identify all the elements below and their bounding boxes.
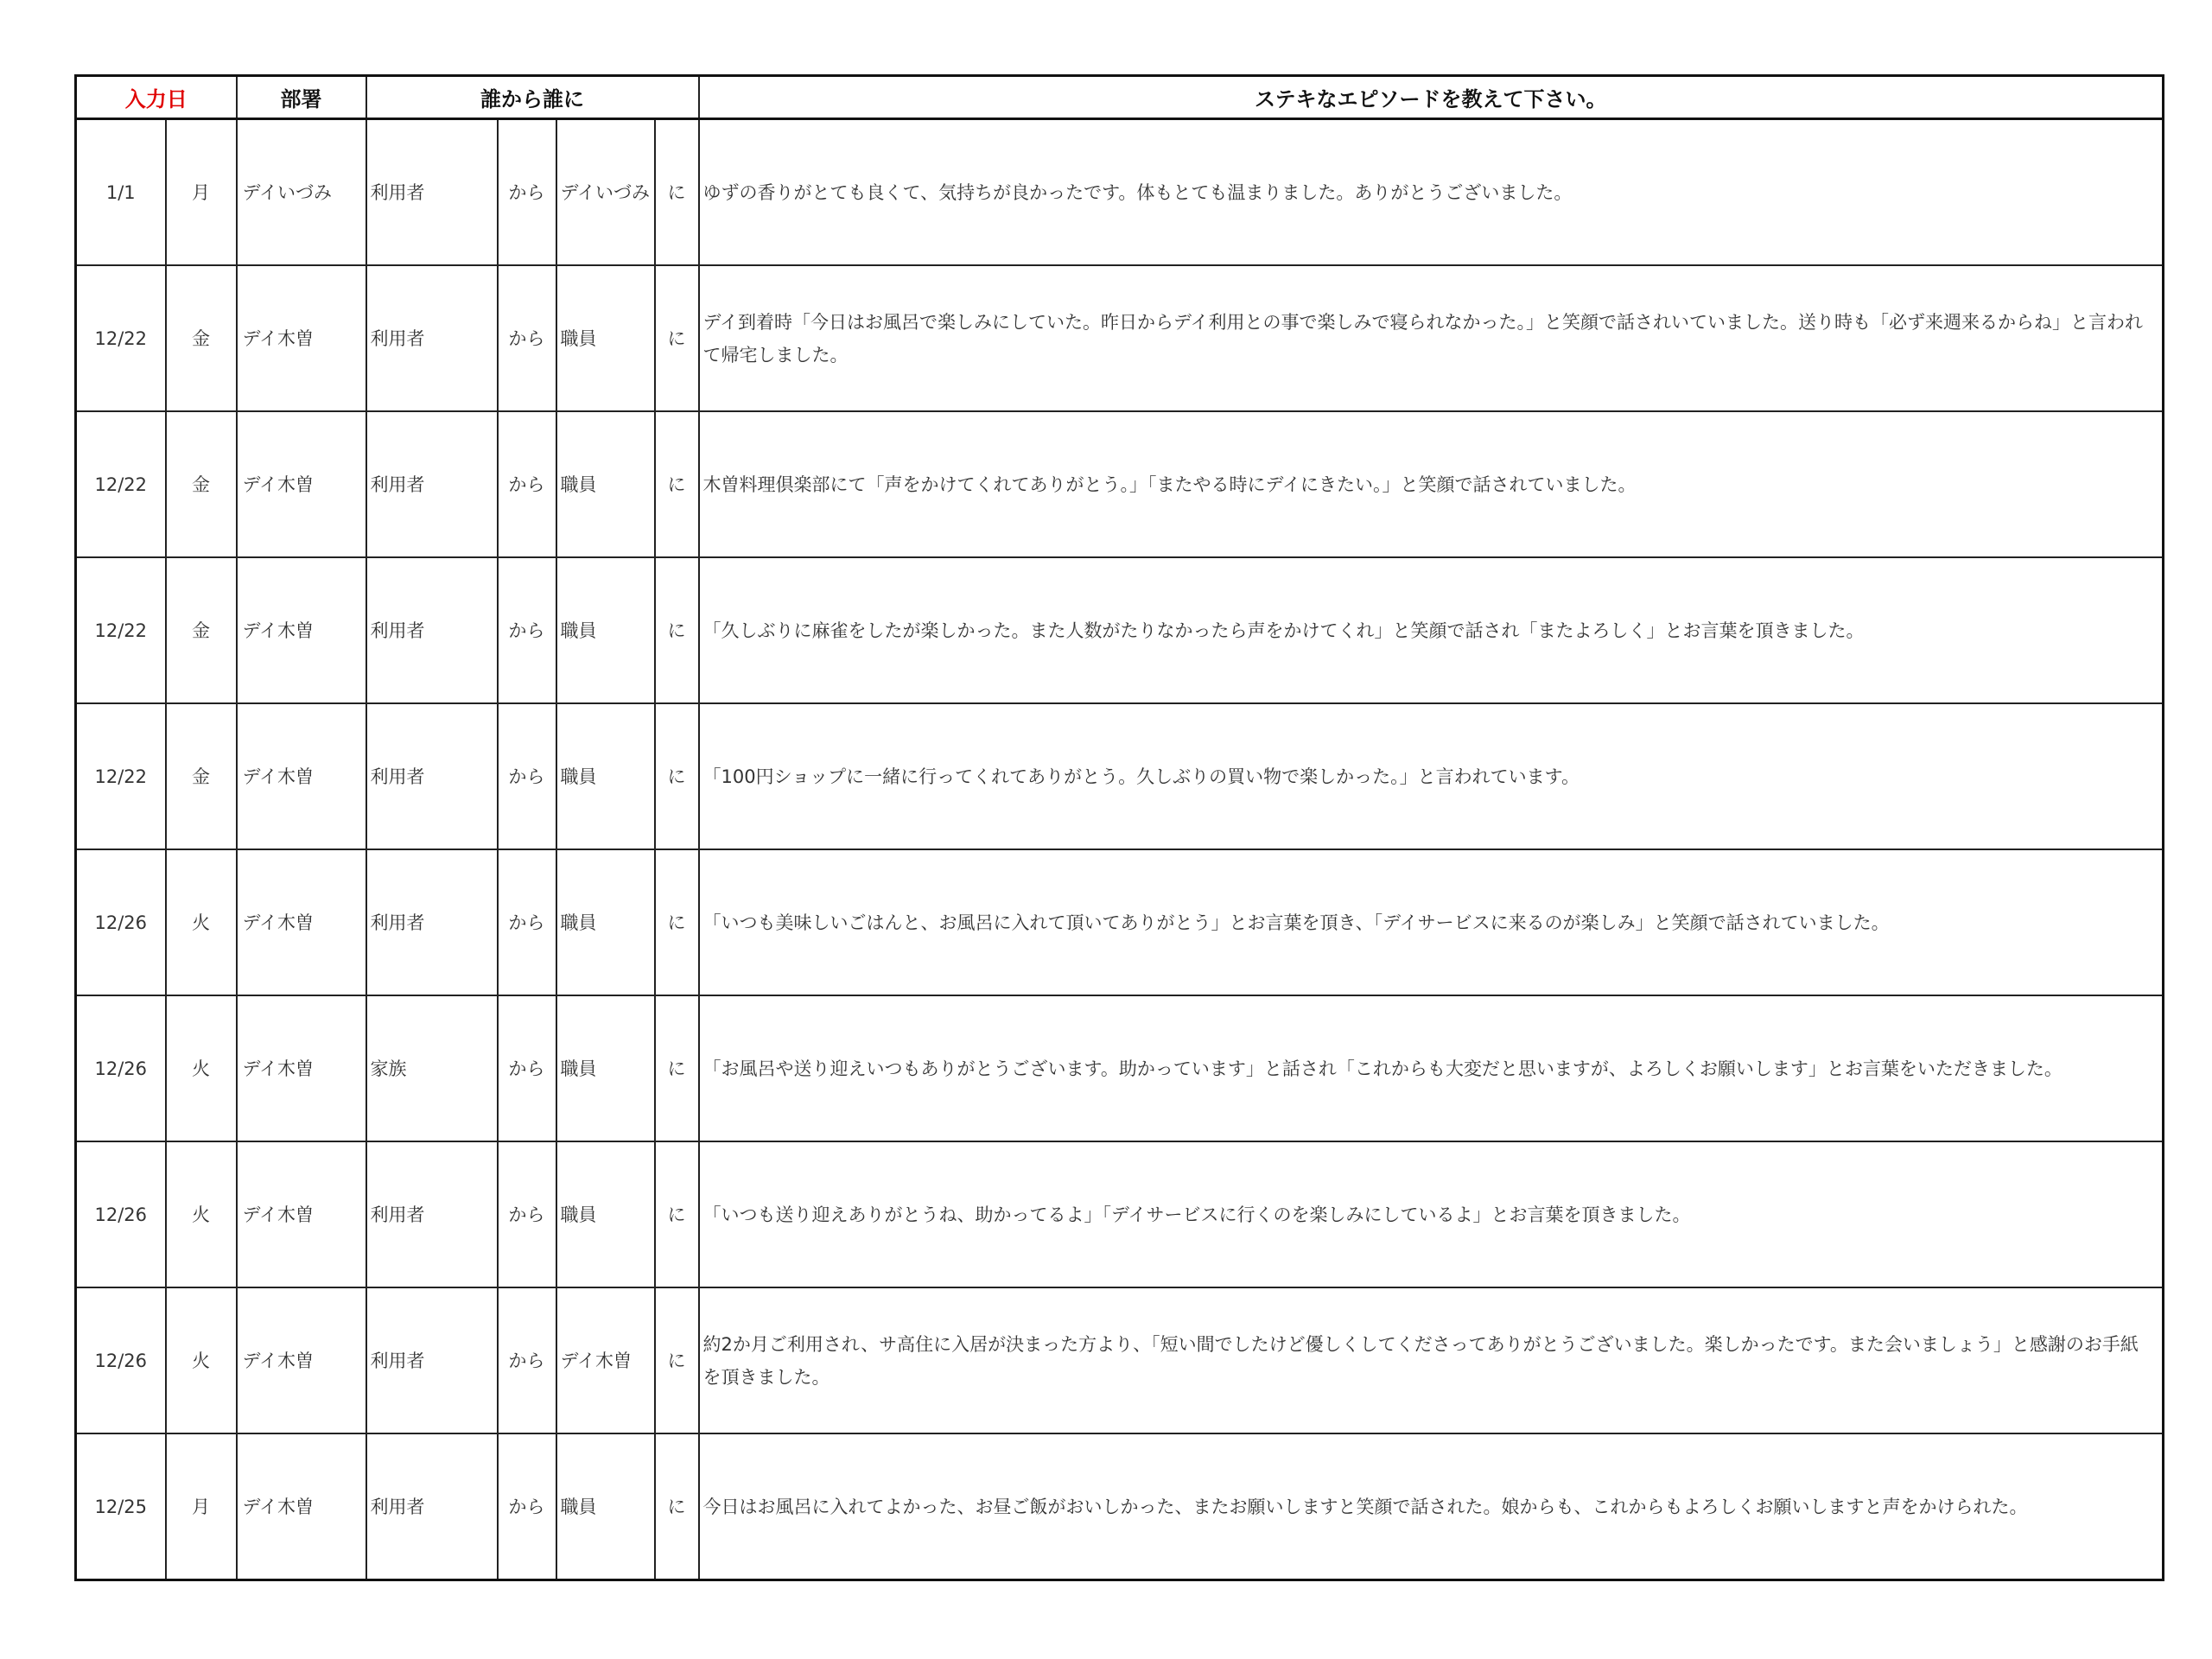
row-kara: から xyxy=(498,1287,556,1433)
row-weekday: 金 xyxy=(166,265,237,411)
row-department: デイ木曽 xyxy=(237,849,366,995)
header-who-to-whom: 誰から誰に xyxy=(366,76,699,119)
row-department: デイ木曽 xyxy=(237,557,366,703)
row-kara: から xyxy=(498,1433,556,1580)
row-ni: に xyxy=(655,411,699,557)
row-weekday: 火 xyxy=(166,1287,237,1433)
row-date: 1/1 xyxy=(76,119,166,266)
row-kara: から xyxy=(498,703,556,849)
row-kara: から xyxy=(498,557,556,703)
row-weekday: 火 xyxy=(166,995,237,1141)
row-episode-text: 「100円ショップに一緒に行ってくれてありがとう。久しぶりの買い物で楽しかった。」と言われています。 xyxy=(699,703,2164,849)
row-from: 利用者 xyxy=(366,703,498,849)
row-kara: から xyxy=(498,411,556,557)
row-ni: に xyxy=(655,265,699,411)
row-to: 職員 xyxy=(556,557,655,703)
row-weekday: 月 xyxy=(166,119,237,266)
row-kara: から xyxy=(498,1141,556,1287)
table-row xyxy=(76,1287,2164,1433)
row-episode-text: 今日はお風呂に入れてよかった、お昼ご飯がおいしかった、またお願いしますと笑顔で話された。娘からも、これからもよろしくお願いしますと声をかけられた。 xyxy=(699,1433,2164,1580)
row-from: 利用者 xyxy=(366,411,498,557)
table-row xyxy=(76,1141,2164,1287)
table-row xyxy=(76,557,2164,703)
row-weekday: 月 xyxy=(166,1433,237,1580)
row-episode-text: 約2か月ご利用され、サ高住に入居が決まった方より、「短い間でしたけど優しくしてくださってありがとうございました。楽しかったです。また会いましょう」と感謝のお手紙を頂きました。 xyxy=(699,1287,2164,1433)
row-date: 12/26 xyxy=(76,1141,166,1287)
row-to: デイいづみ xyxy=(556,119,655,266)
row-to: デイ木曽 xyxy=(556,1287,655,1433)
table-row xyxy=(76,265,2164,411)
row-from: 利用者 xyxy=(366,265,498,411)
row-episode-text: デイ到着時「今日はお風呂で楽しみにしていた。昨日からデイ利用との事で楽しみで寝られなかった。」と笑顔で話されいていました。送り時も「必ず来週来るからね」と言われて帰宅しました。 xyxy=(699,265,2164,411)
table-row xyxy=(76,411,2164,557)
row-episode-text: 「いつも美味しいごはんと、お風呂に入れて頂いてありがとう」とお言葉を頂き、「デイサービスに来るのが楽しみ」と笑顔で話されていました。 xyxy=(699,849,2164,995)
row-department: デイ木曽 xyxy=(237,265,366,411)
row-weekday: 金 xyxy=(166,411,237,557)
row-from: 利用者 xyxy=(366,1433,498,1580)
row-date: 12/22 xyxy=(76,557,166,703)
row-to: 職員 xyxy=(556,849,655,995)
row-episode-text: 「いつも送り迎えありがとうね、助かってるよ」「デイサービスに行くのを楽しみにしているよ」とお言葉を頂きました。 xyxy=(699,1141,2164,1287)
row-episode-text: 木曽料理倶楽部にて「声をかけてくれてありがとう。」「またやる時にデイにきたい。」と笑顔で話されていました。 xyxy=(699,411,2164,557)
row-ni: に xyxy=(655,119,699,266)
row-department: デイ木曽 xyxy=(237,1433,366,1580)
row-date: 12/26 xyxy=(76,849,166,995)
row-department: デイ木曽 xyxy=(237,1141,366,1287)
row-from: 家族 xyxy=(366,995,498,1141)
row-episode-text: 「久しぶりに麻雀をしたが楽しかった。また人数がたりなかったら声をかけてくれ」と笑顔で話され「またよろしく」とお言葉を頂きました。 xyxy=(699,557,2164,703)
row-from: 利用者 xyxy=(366,119,498,266)
row-ni: に xyxy=(655,1141,699,1287)
header-department: 部署 xyxy=(237,76,366,119)
row-weekday: 火 xyxy=(166,1141,237,1287)
table-row xyxy=(76,119,2164,266)
row-date: 12/25 xyxy=(76,1433,166,1580)
row-to: 職員 xyxy=(556,265,655,411)
row-to: 職員 xyxy=(556,995,655,1141)
episode-table xyxy=(74,74,2164,1581)
row-weekday: 金 xyxy=(166,557,237,703)
row-ni: に xyxy=(655,703,699,849)
row-kara: から xyxy=(498,995,556,1141)
row-date: 12/26 xyxy=(76,1287,166,1433)
table-row xyxy=(76,1433,2164,1580)
row-department: デイいづみ xyxy=(237,119,366,266)
row-department: デイ木曽 xyxy=(237,411,366,557)
row-to: 職員 xyxy=(556,703,655,849)
row-date: 12/22 xyxy=(76,265,166,411)
row-date: 12/22 xyxy=(76,411,166,557)
row-weekday: 金 xyxy=(166,703,237,849)
episode-sheet xyxy=(74,74,2162,1581)
row-from: 利用者 xyxy=(366,1287,498,1433)
row-kara: から xyxy=(498,119,556,266)
row-to: 職員 xyxy=(556,1141,655,1287)
episode-rows xyxy=(76,119,2164,1580)
row-from: 利用者 xyxy=(366,1141,498,1287)
row-weekday: 火 xyxy=(166,849,237,995)
table-row xyxy=(76,995,2164,1141)
row-department: デイ木曽 xyxy=(237,1287,366,1433)
row-department: デイ木曽 xyxy=(237,703,366,849)
row-episode-text: 「お風呂や送り迎えいつもありがとうございます。助かっています」と話され「これからも大変だと思いますが、よろしくお願いします」とお言葉をいただきました。 xyxy=(699,995,2164,1141)
header-input-date: 入力日 xyxy=(76,76,237,119)
row-kara: から xyxy=(498,849,556,995)
row-to: 職員 xyxy=(556,411,655,557)
row-to: 職員 xyxy=(556,1433,655,1580)
row-ni: に xyxy=(655,1433,699,1580)
row-episode-text: ゆずの香りがとても良くて、気持ちが良かったです。体もとても温まりました。ありがとうございました。 xyxy=(699,119,2164,266)
row-ni: に xyxy=(655,1287,699,1433)
row-ni: に xyxy=(655,557,699,703)
table-row xyxy=(76,849,2164,995)
row-kara: から xyxy=(498,265,556,411)
table-row xyxy=(76,703,2164,849)
row-from: 利用者 xyxy=(366,849,498,995)
row-ni: に xyxy=(655,995,699,1141)
header-row xyxy=(76,76,2164,119)
row-date: 12/26 xyxy=(76,995,166,1141)
row-from: 利用者 xyxy=(366,557,498,703)
header-episode: ステキなエピソードを教えて下さい。 xyxy=(699,76,2164,119)
row-ni: に xyxy=(655,849,699,995)
row-department: デイ木曽 xyxy=(237,995,366,1141)
row-date: 12/22 xyxy=(76,703,166,849)
